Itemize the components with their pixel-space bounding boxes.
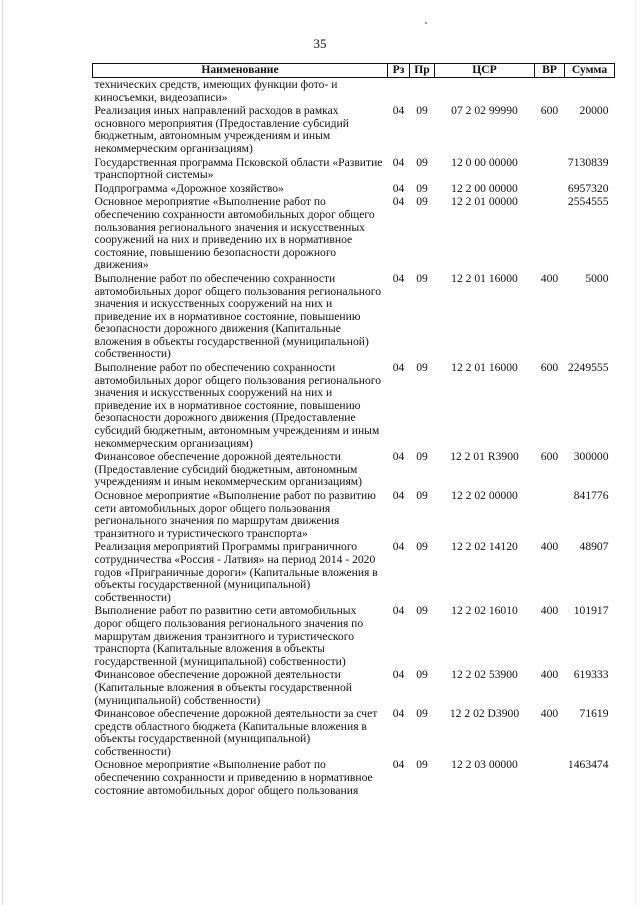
cell-name: Реализация иных направлений расходов в рамках основного мероприятия (Предоставление субсидий бюджетным, автономным учреждениям и иным некоммерческим организациям): [94, 104, 349, 155]
table-row: [93, 489, 615, 540]
cell-sum: 101917: [573, 604, 609, 618]
cell-vr: 400: [540, 540, 559, 554]
cell-vr: 600: [540, 361, 559, 375]
cell-rz: 04: [392, 195, 405, 209]
cell-name: Государственная программа Псковской области «Развитие транспортной системы»: [94, 155, 383, 182]
cell-name: Основное мероприятие «Выполнение работ по обеспечению сохранности и приведению в нормативное состояние автомобильных дорог общего пользования: [94, 758, 373, 797]
header-vr: ВР: [535, 64, 565, 78]
cell-rz: 04: [392, 758, 405, 772]
cell-pr: 09: [416, 271, 428, 285]
cell-sum: 2249555: [567, 361, 609, 375]
cell-sum: 300000: [573, 450, 609, 464]
header-csr: ЦСР: [435, 64, 535, 78]
cell-sum: 20000: [579, 104, 609, 118]
cell-vr: 400: [540, 604, 559, 618]
cell-csr: 12 2 02 53900: [451, 668, 518, 682]
scan-edge-right: [635, 0, 636, 905]
cell-name: Выполнение работ по обеспечению сохранности автомобильных дорог общего пользования регионального значения и искусственных сооружений на них и приведение их в нормативное состояние, повышению безопасности дорожного движения (Капитальные вложения в объекты государственной (муниципальной) собственности): [94, 271, 382, 361]
cell-sum: 48907: [579, 540, 609, 554]
cell-rz: 04: [392, 540, 405, 554]
cell-sum: 841776: [573, 489, 609, 502]
cell-rz: 04: [392, 181, 405, 195]
cell-vr: [535, 78, 565, 105]
cell-pr: 09: [416, 450, 428, 464]
cell-vr: [535, 182, 565, 196]
table-row: [93, 450, 615, 489]
cell-rz: [388, 78, 410, 105]
cell-pr: 09: [416, 361, 428, 375]
cell-csr: 12 2 01 16000: [451, 271, 518, 285]
cell-sum: 2554555: [567, 195, 609, 209]
scan-dot: [425, 22, 427, 24]
cell-rz: 04: [392, 155, 405, 169]
cell-rz: 04: [392, 450, 405, 464]
page-number: 35: [313, 36, 327, 51]
table-row: [93, 604, 615, 668]
cell-name: Основное мероприятие «Выполнение работ по обеспечению сохранности автомобильных дорог общего пользования регионального значения и искусственных сооружений на них и приведению их в нормативное состояние, повышению безопасности дорожного движения»: [94, 195, 375, 272]
table-row: [93, 272, 615, 361]
cell-rz: 04: [392, 489, 405, 502]
table-row: [93, 104, 615, 155]
header-pr: Пр: [410, 64, 435, 78]
cell-name: технических средств, имеющих функции фото- и киносъемки, видеозаписи»: [94, 78, 338, 104]
cell-vr: [535, 489, 565, 540]
cell-pr: 09: [416, 707, 428, 721]
header-rz: Рз: [388, 64, 410, 78]
cell-sum: 71619: [579, 707, 609, 721]
cell-csr: 12 2 00 00000: [451, 181, 518, 195]
cell-csr: 12 2 03 00000: [451, 758, 518, 772]
cell-name: Основное мероприятие «Выполнение работ по развитию сети автомобильных дорог общего пользования регионального значения по маршрутам движения транзитного и туристического транспорта»: [94, 489, 376, 540]
table-row: [93, 156, 615, 182]
header-sum: Сумма: [565, 64, 615, 78]
cell-pr: [410, 78, 435, 105]
cell-csr: 12 2 02 00000: [451, 489, 518, 502]
table-body: [93, 78, 615, 798]
cell-vr: [535, 758, 565, 797]
cell-name: Реализация мероприятий Программы приграничного сотрудничества «Россия - Латвия» на период 2014 - 2020 годов «Приграничные дороги» (Капитальные вложения в объекты государственной (муниципальной) собственности): [94, 540, 378, 604]
cell-name: Финансовое обеспечение дорожной деятельности (Капитальные вложения в объекты государственной (муниципальной) собственности): [94, 668, 352, 707]
cell-csr: 12 2 01 16000: [451, 361, 518, 375]
cell-pr: 09: [416, 758, 428, 772]
cell-sum: 6957320: [567, 181, 609, 195]
cell-name: Выполнение работ по развитию сети автомобильных дорог общего пользования регионального значения по маршрутам движения транзитного и туристического транспорта (Капитальные вложения в объекты государственной (муниципальной) собственности): [94, 604, 364, 668]
header-name: Наименование: [93, 64, 388, 78]
cell-pr: 09: [416, 155, 428, 169]
cell-pr: 09: [416, 104, 428, 118]
table-row: [93, 668, 615, 707]
cell-rz: 04: [392, 707, 405, 721]
table-row: [93, 195, 615, 272]
cell-pr: 09: [416, 668, 428, 682]
cell-csr: 12 2 01 00000: [451, 195, 518, 209]
cell-pr: 09: [416, 181, 428, 195]
cell-vr: [535, 156, 565, 182]
table-row: [93, 758, 615, 797]
budget-table: [92, 63, 615, 797]
cell-sum: 5000: [585, 271, 609, 285]
cell-vr: 400: [540, 707, 559, 721]
cell-vr: 600: [540, 450, 559, 464]
cell-csr: 12 2 02 D3900: [449, 707, 520, 721]
cell-sum: 7130839: [567, 155, 609, 169]
cell-rz: 04: [392, 668, 405, 682]
cell-sum: [565, 78, 615, 105]
cell-pr: 09: [416, 489, 428, 502]
cell-rz: 04: [392, 361, 405, 375]
cell-vr: 400: [540, 271, 559, 285]
table-row: [93, 707, 615, 758]
cell-pr: 09: [416, 604, 428, 618]
cell-pr: 09: [416, 540, 428, 554]
table-header-row: [93, 64, 615, 78]
cell-rz: 04: [392, 271, 405, 285]
cell-csr: 12 2 02 14120: [451, 540, 518, 554]
cell-name: Подпрограмма «Дорожное хозяйство»: [94, 181, 284, 195]
cell-name: Выполнение работ по обеспечению сохранности автомобильных дорог общего пользования регионального значения и искусственных сооружений на них и приведение их в нормативное состояние, повышению безопасности дорожного движения (Предоставление субсидий бюджетным, автономным учреждениям и иным некоммерческим организациям): [94, 361, 382, 450]
cell-pr: 09: [416, 195, 428, 209]
scan-edge-left: [2, 0, 3, 905]
table-row: [93, 361, 615, 450]
table-row: [93, 78, 615, 105]
cell-sum: 619333: [573, 668, 609, 682]
cell-vr: 600: [540, 104, 559, 118]
cell-rz: 04: [392, 104, 405, 118]
cell-vr: [535, 195, 565, 272]
cell-csr: 12 0 00 00000: [451, 155, 518, 169]
cell-sum: 1463474: [567, 758, 609, 772]
cell-csr: 12 2 01 R3900: [450, 450, 519, 464]
cell-csr: 12 2 02 16010: [451, 604, 518, 618]
table-row: [93, 182, 615, 196]
cell-csr: 07 2 02 99990: [451, 104, 518, 118]
cell-rz: 04: [392, 604, 405, 618]
cell-vr: 400: [540, 668, 559, 682]
cell-csr: [435, 78, 535, 105]
cell-name: Финансовое обеспечение дорожной деятельности (Предоставление субсидий бюджетным, автономным учреждениям и иным некоммерческим организациям): [94, 450, 362, 489]
table-row: [93, 540, 615, 604]
cell-name: Финансовое обеспечение дорожной деятельности за счет средств областного бюджета (Капитальные вложения в объекты государственной (муниципальной) собственности): [94, 707, 378, 758]
